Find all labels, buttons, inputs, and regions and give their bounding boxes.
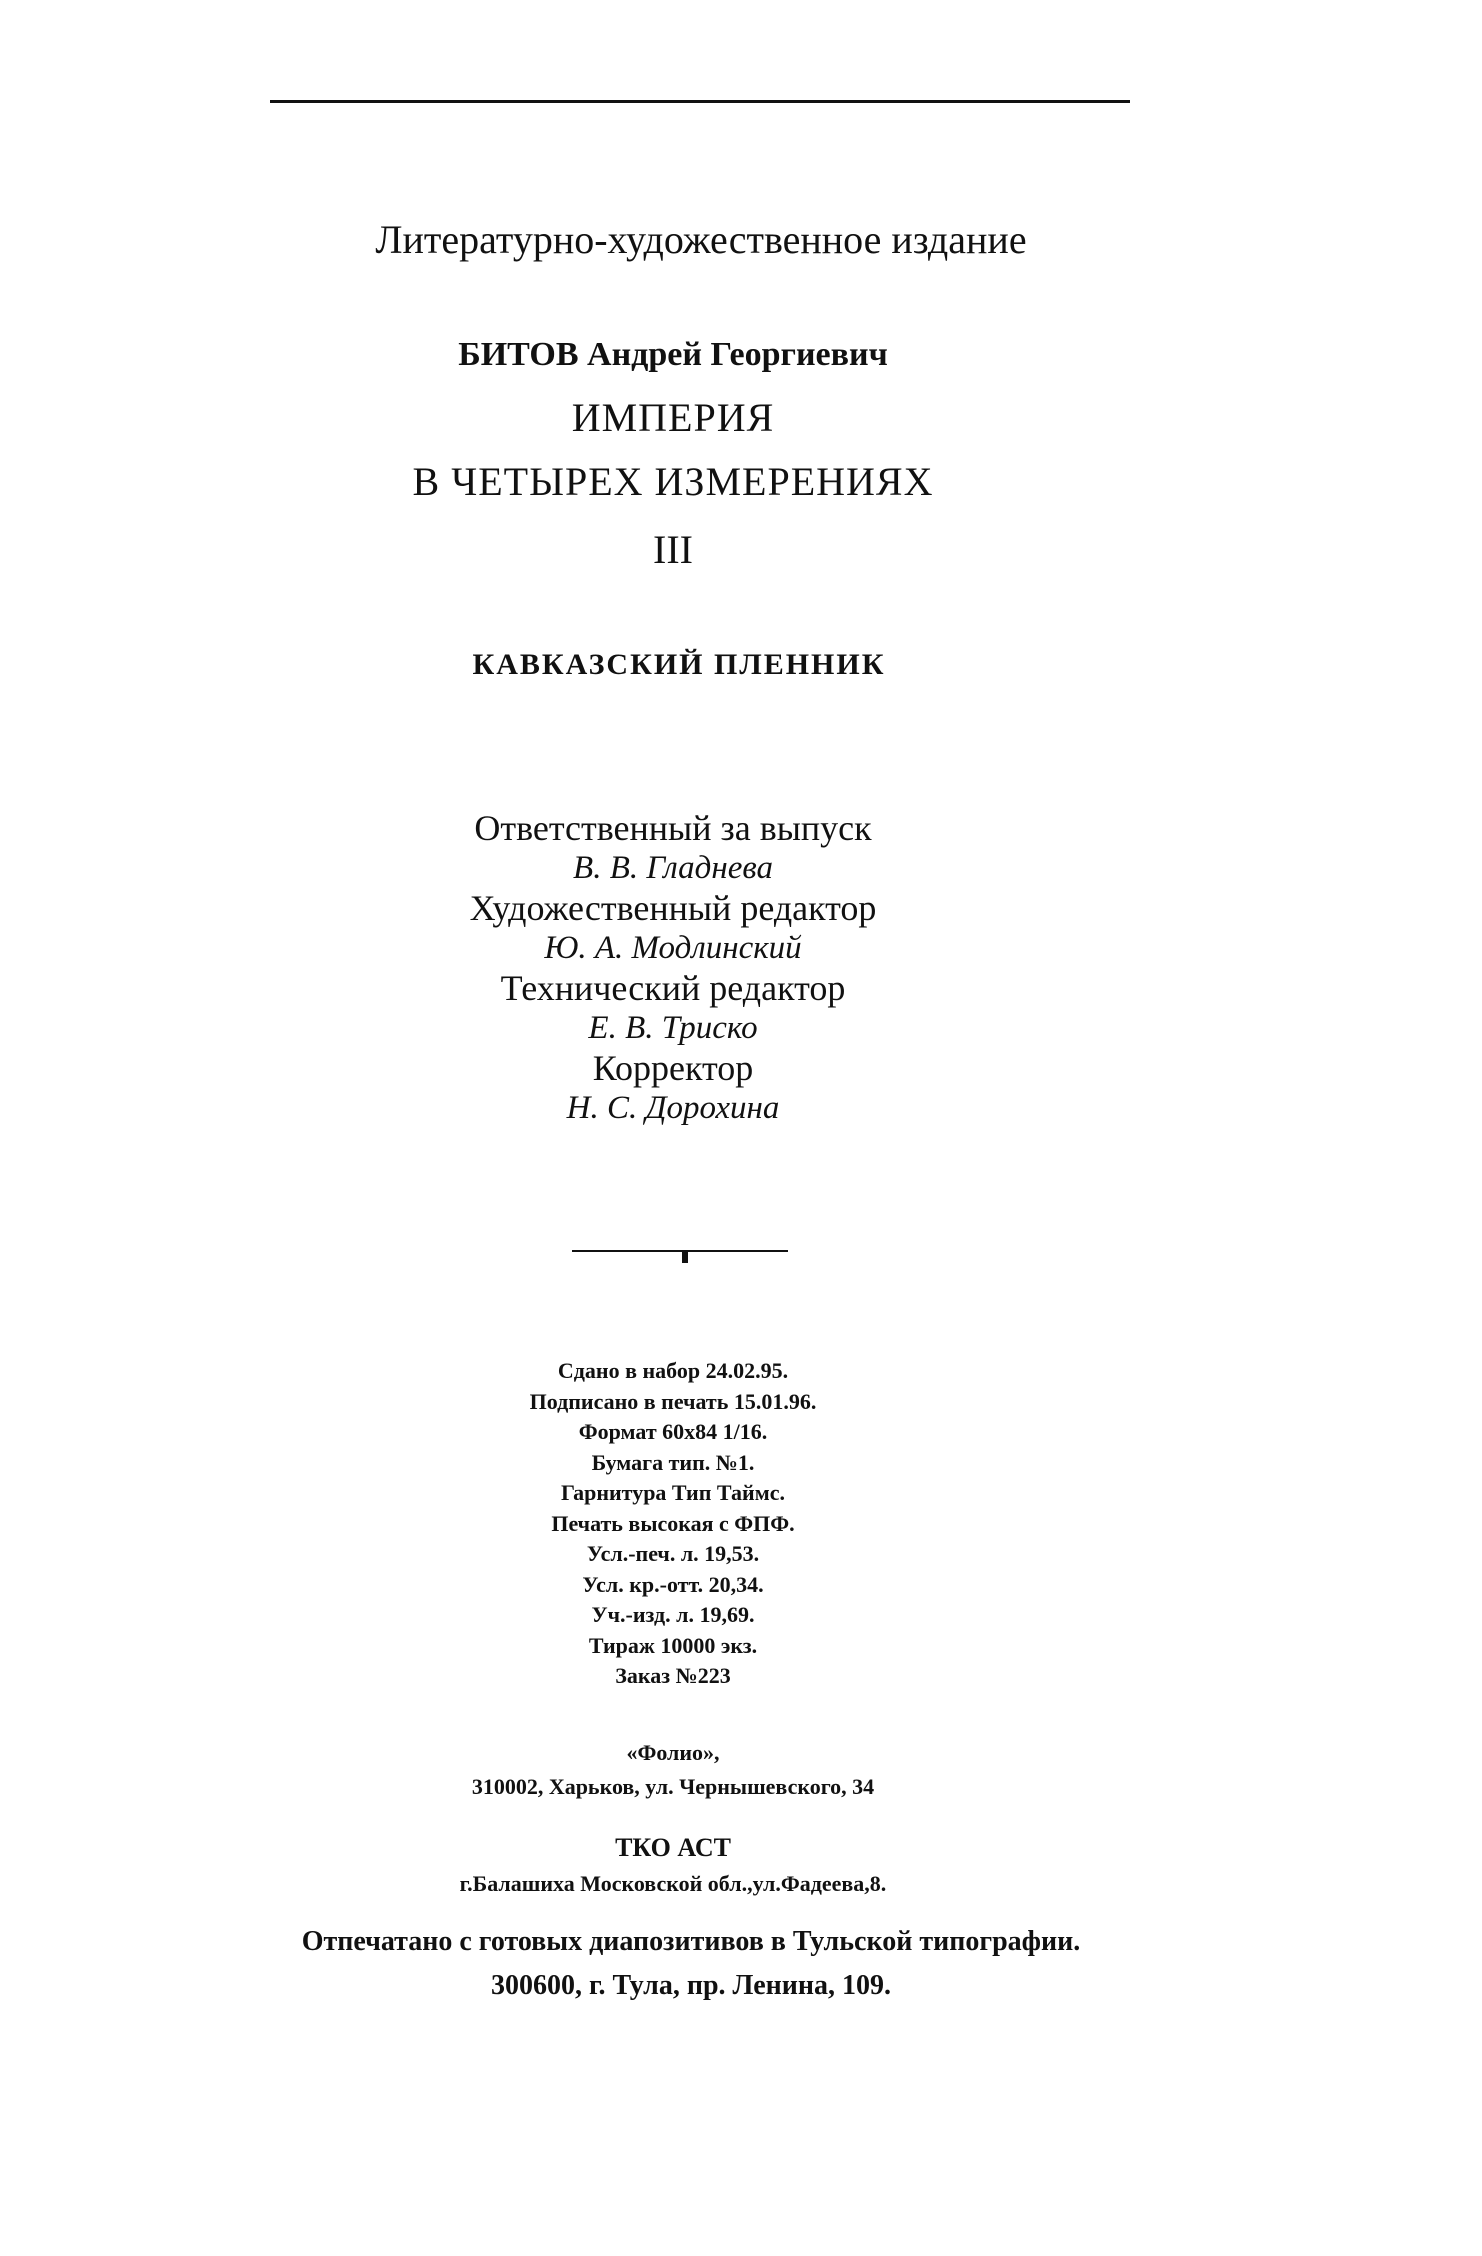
tech-line: Тираж 10000 экз.	[588, 1632, 758, 1658]
book-subtitle: КАВКАЗСКИЙ ПЛЕННИК	[472, 648, 886, 681]
credit-role: Технический редактор	[500, 968, 846, 1008]
top-rule	[270, 100, 1130, 103]
printing-house: Отпечатано с готовых диапозитивов в Тульской типографии.	[301, 1926, 1081, 1957]
credit-name: Е. В. Триско	[588, 1010, 758, 1046]
credit-name: В. В. Гладнева	[573, 850, 773, 886]
printing-block	[0, 1920, 1482, 2008]
tech-line: Гарнитура Тип Таймс.	[561, 1480, 785, 1505]
distributor-address: г.Балашиха Московской обл.,ул.Фадеева,8.	[459, 1871, 887, 1896]
tech-line: Усл. кр.-отт. 20,34.	[582, 1571, 764, 1597]
technical-details	[0, 1356, 1482, 1692]
tech-line: Уч.-изд. л. 19,69.	[591, 1602, 755, 1627]
author-name: БИТОВ Андрей Георгиевич	[458, 336, 888, 373]
tech-line: Заказ №223	[615, 1663, 731, 1688]
book-title-line1: ИМПЕРИЯ	[571, 395, 775, 440]
credit-role: Корректор	[592, 1048, 754, 1088]
section-divider	[572, 1250, 788, 1252]
tech-line: Сдано в набор 24.02.95.	[557, 1358, 789, 1383]
printing-address: 300600, г. Тула, пр. Ленина, 109.	[490, 1970, 892, 2001]
publisher-block	[0, 1736, 1482, 1804]
credits-block	[0, 808, 1482, 1128]
credit-name: Ю. А. Модлинский	[544, 930, 802, 966]
tech-line: Подписано в печать 15.01.96.	[529, 1388, 817, 1414]
distributor-block	[0, 1830, 1482, 1902]
distributor-name: ТКО АСТ	[615, 1833, 731, 1862]
book-title-line2: В ЧЕТЫРЕХ ИЗМЕРЕНИЯХ	[412, 459, 934, 504]
volume-number: III	[653, 527, 693, 572]
divider-mark	[682, 1251, 688, 1263]
credit-name: Н. С. Дорохина	[566, 1090, 780, 1126]
tech-line: Бумага тип. №1.	[591, 1449, 755, 1475]
credit-role: Художественный редактор	[469, 888, 877, 928]
credit-role: Ответственный за выпуск	[474, 808, 872, 848]
publisher-name: «Фолио»,	[626, 1740, 720, 1765]
tech-line: Усл.-печ. л. 19,53.	[586, 1541, 760, 1566]
tech-line: Формат 60x84 1/16.	[578, 1419, 768, 1444]
edition-type: Литературно-художественное издание	[375, 217, 1027, 262]
tech-line: Печать высокая с ФПФ.	[551, 1510, 795, 1536]
publisher-address: 310002, Харьков, ул. Чернышевского, 34	[471, 1774, 875, 1799]
